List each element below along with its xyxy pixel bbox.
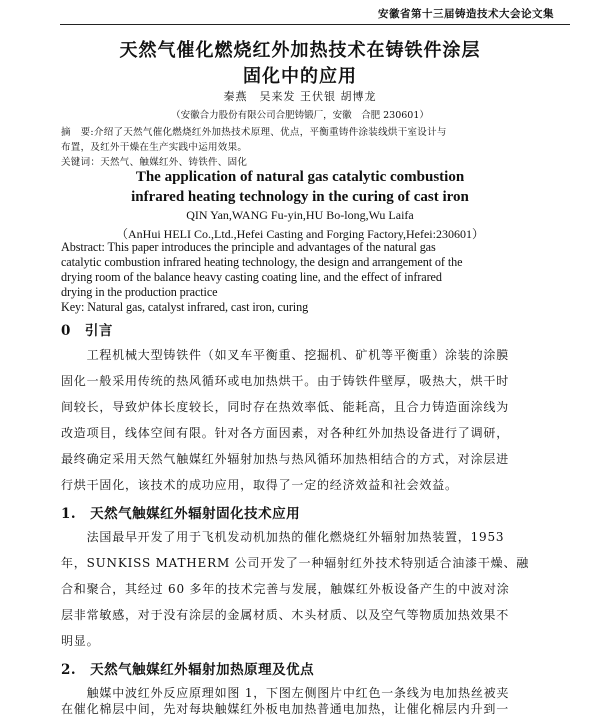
section-0-line: 改造项目，线体空间有限。针对各方面因素，对各种红外加热设备进行了调研， [61,426,510,440]
abstract-en-line: drying in the production practice [61,285,218,299]
section-1-heading: 1. 天然气触媒红外辐射固化技术应用 [61,506,301,522]
section-2-heading: 2. 天然气触媒红外辐射加热原理及优点 [61,662,315,678]
authors-cn: 秦燕 吴来发 王伏银 胡博龙 [223,90,377,103]
header-rule [60,24,570,25]
section-2-line: 在催化棉层中间，先对每块触媒红外板电加热普通电加热，让催化棉层内升到一 [61,702,510,716]
section-1-line: 法国最早开发了用于飞机发动机加热的催化燃烧红外辐射加热装置，1953 [61,530,505,544]
abstract-en-line: drying room of the balance heavy casting coating line, and the effect of infrared [61,270,442,284]
affiliation-en: （AnHui HELI Co.,Ltd.,Hefei Casting and Forging Factory,Hefei:230601） [116,227,484,241]
section-0-line: 固化一般采用传统的热风循环或电加热烘干。由于铸铁件壁厚，吸热大，烘干时 [61,374,510,388]
abstract-cn-line1: 摘 要:介绍了天然气催化燃烧红外加热技术原理、优点，平衡重铸件涂装线烘干室设计与 [61,127,447,138]
section-1-line: 明显。 [61,634,100,648]
title-cn-line1: 天然气催化燃烧红外加热技术在铸铁件涂层 [119,40,481,61]
abstract-en-line: catalytic combustion infrared heating technology, the design and arrangement of the [61,255,463,269]
running-header: 安徽省第十三届铸造技术大会论文集 [378,8,554,20]
section-1-line: 合和聚合，其经过 60 多年的技术完善与发展，触媒红外板设备产生的中波对涂 [61,582,510,596]
title-cn-line2: 固化中的应用 [243,66,357,87]
affiliation-cn: （安徽合力股份有限公司合肥铸锻厂，安徽 合肥 230601） [171,110,429,121]
section-0-heading: 0 引言 [61,323,113,339]
title-en-line2: infrared heating technology in the curing of cast iron [131,189,469,205]
section-0-line: 工程机械大型铸铁件（如叉车平衡重、挖掘机、矿机等平衡重）涂装的涂膜 [61,348,510,362]
abstract-en-line: Abstract: This paper introduces the principle and advantages of the natural gas [61,240,436,254]
section-2-line: 触媒中波红外反应原理如图 1，下图左侧图片中红色一条线为电加热丝被夹 [61,686,510,700]
keywords-en: Key: Natural gas, catalyst infrared, cast iron, curing [61,300,309,314]
authors-en: QIN Yan,WANG Fu-yin,HU Bo-long,Wu Laifa [186,208,414,222]
section-0-line: 最终确定采用天然气触媒红外辐射加热与热风循环加热相结合的方式，对涂层进 [61,452,510,466]
section-1-line: 层非常敏感，对于没有涂层的金属材质、木头材质、以及空气等物质加热效果不 [61,608,510,622]
section-0-line: 间较长，导致炉体长度较长，同时存在热效率低、能耗高，且合力铸造面涂线为 [61,400,510,414]
keywords-cn: 关键词：天然气、触媒红外、铸铁件、固化 [61,157,248,168]
section-1-line: 年，SUNKISS MATHERM 公司开发了一种辐射红外技术特别适合油漆干燥、融 [61,556,530,570]
abstract-cn-line2: 布置，及红外干燥在生产实践中运用效果。 [61,142,248,153]
title-en-line1: The application of natural gas catalytic combustion [135,169,465,185]
section-0-line: 行烘干固化，该技术的成功应用，取得了一定的经济效益和社会效益。 [61,478,458,492]
